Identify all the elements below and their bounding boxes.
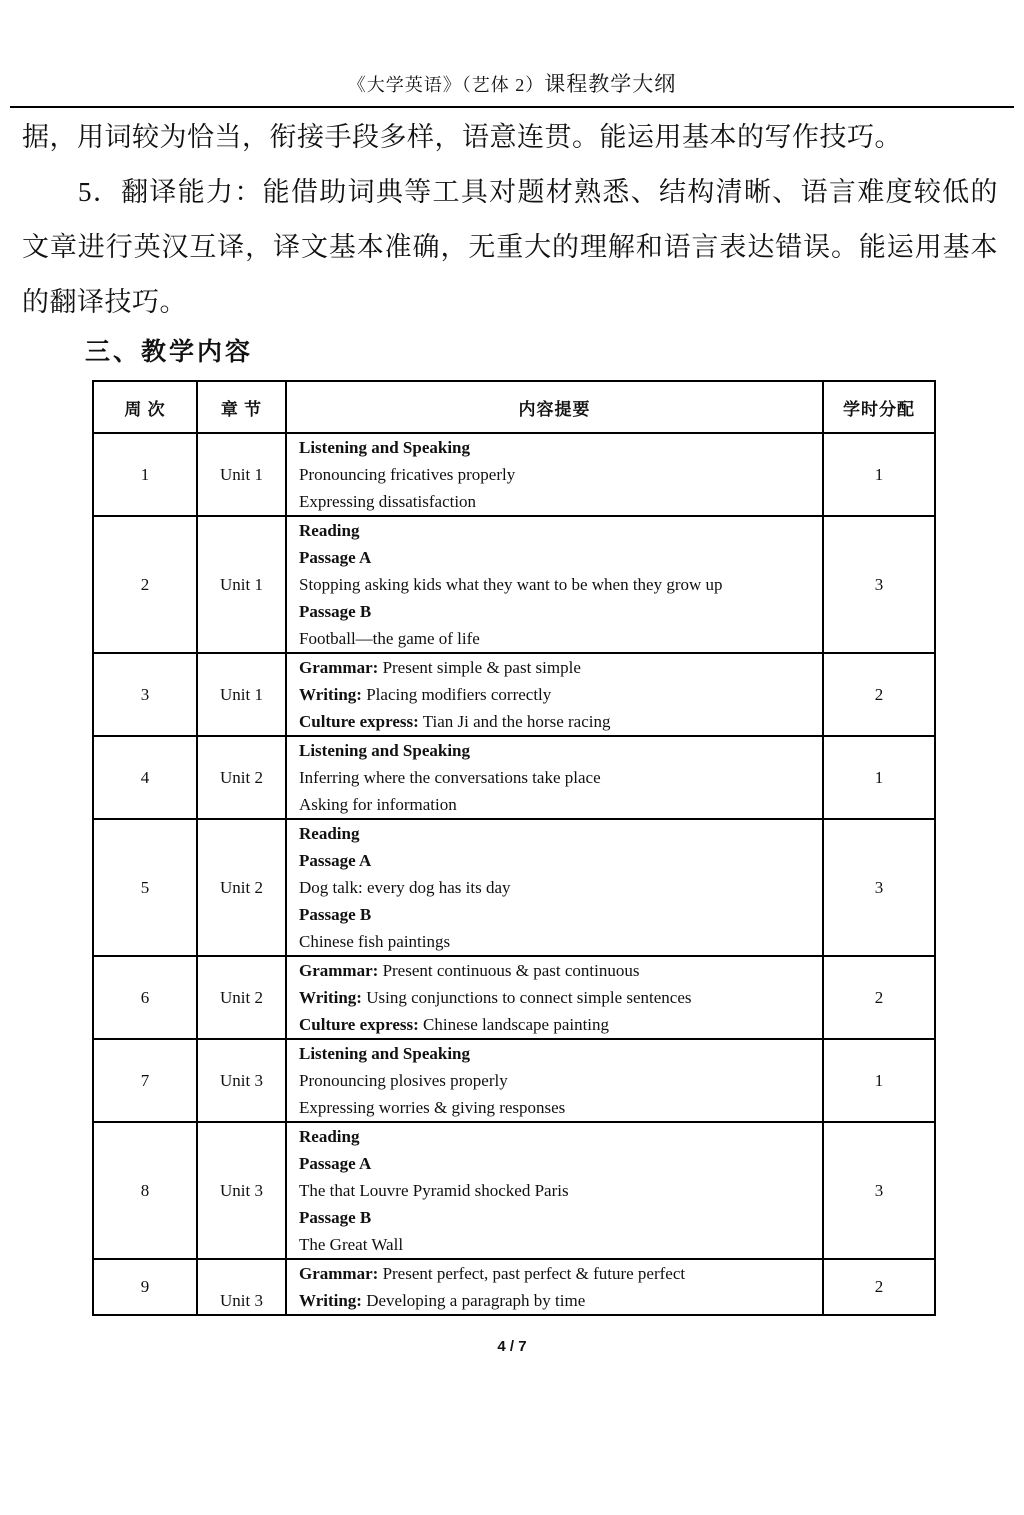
hours-cell: 2	[823, 653, 935, 736]
week-cell: 2	[93, 516, 197, 653]
course-title: 《大学英语》（艺体 2）	[347, 75, 545, 95]
content-line: Culture express: Tian Ji and the horse racing	[299, 712, 611, 731]
content-line: Passage B	[299, 602, 372, 621]
content-line: The Great Wall	[299, 1235, 404, 1254]
unit-cell: Unit 1	[197, 516, 286, 653]
week-cell: 4	[93, 736, 197, 819]
week-cell: 3	[93, 653, 197, 736]
week-cell: 6	[93, 956, 197, 1039]
content-line: Inferring where the conversations take place	[299, 768, 601, 787]
document-type-title: 课程教学大纲	[544, 72, 677, 96]
syllabus-table-body	[93, 433, 935, 1315]
hours-cell: 3	[823, 516, 935, 653]
content-line: Listening and Speaking	[299, 1044, 471, 1063]
content-line: Passage A	[299, 548, 372, 567]
content-cell	[286, 1039, 823, 1122]
unit-cell: Unit 3	[197, 1039, 286, 1122]
content-cell	[286, 736, 823, 819]
content-line: Grammar: Present continuous & past continuous	[299, 961, 640, 980]
content-line: Reading	[299, 521, 360, 540]
content-line: Expressing worries & giving responses	[299, 1098, 566, 1117]
hours-cell: 3	[823, 1122, 935, 1259]
page-header	[0, 68, 1024, 103]
content-line: Pronouncing plosives properly	[299, 1071, 508, 1090]
content-line: Expressing dissatisfaction	[299, 492, 477, 511]
table-header-row	[93, 381, 935, 433]
content-line: Grammar: Present simple & past simple	[299, 658, 581, 677]
page-number: 4 / 7	[497, 1338, 527, 1355]
hours-cell: 2	[823, 1259, 935, 1315]
content-line: Listening and Speaking	[299, 741, 471, 760]
content-cell	[286, 433, 823, 516]
content-cell	[286, 1122, 823, 1259]
content-line: Reading	[299, 1127, 360, 1146]
content-cell	[286, 956, 823, 1039]
table-row	[93, 819, 935, 956]
table-row	[93, 1259, 935, 1315]
content-line: Passage A	[299, 1154, 372, 1173]
paragraph-writing-skill: 据，用词较为恰当，衔接手段多样，语意连贯。能运用基本的写作技巧。	[22, 122, 902, 152]
body-text	[22, 110, 998, 330]
content-line: Passage B	[299, 1208, 372, 1227]
column-header-hours: 学时分配	[823, 381, 935, 433]
table-row	[93, 653, 935, 736]
hours-cell: 3	[823, 819, 935, 956]
table-row	[93, 956, 935, 1039]
content-line: Listening and Speaking	[299, 438, 471, 457]
content-line: Writing: Using conjunctions to connect simple sentences	[299, 988, 692, 1007]
content-cell	[286, 819, 823, 956]
content-line: Stopping asking kids what they want to be when they grow up	[299, 575, 723, 594]
section-heading: 三、教学内容	[85, 338, 254, 366]
table-row	[93, 433, 935, 516]
table-row	[93, 516, 935, 653]
syllabus-table-head	[93, 381, 935, 433]
hours-cell: 1	[823, 433, 935, 516]
column-header-week: 周 次	[93, 381, 197, 433]
content-line: Writing: Developing a paragraph by time	[299, 1291, 586, 1310]
header-divider	[10, 106, 1014, 108]
week-cell: 7	[93, 1039, 197, 1122]
table-row	[93, 1122, 935, 1259]
content-line: Chinese fish paintings	[299, 932, 451, 951]
content-line: Passage A	[299, 851, 372, 870]
table-row	[93, 736, 935, 819]
content-line: The that Louvre Pyramid shocked Paris	[299, 1181, 569, 1200]
syllabus-table	[92, 380, 936, 1316]
content-cell	[286, 516, 823, 653]
week-cell: 5	[93, 819, 197, 956]
content-cell	[286, 653, 823, 736]
content-line: Football—the game of life	[299, 629, 480, 648]
week-cell: 8	[93, 1122, 197, 1259]
content-line: Grammar: Present perfect, past perfect & future perfect	[299, 1264, 686, 1283]
unit-cell: Unit 2	[197, 956, 286, 1039]
table-row	[93, 1039, 935, 1122]
hours-cell: 1	[823, 736, 935, 819]
paragraph-translation-skill: 5．翻译能力：能借助词典等工具对题材熟悉、结构清晰、语言难度较低的文章进行英汉互译，译文基本准确，无重大的理解和语言表达错误。能运用基本的翻译技巧。	[22, 177, 998, 317]
unit-cell: Unit 2	[197, 736, 286, 819]
hours-cell: 1	[823, 1039, 935, 1122]
content-line: Dog talk: every dog has its day	[299, 878, 511, 897]
week-cell: 1	[93, 433, 197, 516]
unit-cell: Unit 1	[197, 653, 286, 736]
content-line: Pronouncing fricatives properly	[299, 465, 516, 484]
week-cell: 9	[93, 1259, 197, 1315]
column-header-chapter: 章 节	[197, 381, 286, 433]
document-page	[0, 68, 1024, 1515]
unit-cell: Unit 2	[197, 819, 286, 956]
hours-cell: 2	[823, 956, 935, 1039]
unit-cell: Unit 3	[197, 1259, 286, 1315]
content-cell	[286, 1259, 823, 1315]
content-line: Writing: Placing modifiers correctly	[299, 685, 552, 704]
content-line: Reading	[299, 824, 360, 843]
content-line: Asking for information	[299, 795, 457, 814]
unit-cell: Unit 3	[197, 1122, 286, 1259]
content-line: Culture express: Chinese landscape painting	[299, 1015, 610, 1034]
column-header-content: 内容提要	[286, 381, 823, 433]
unit-cell: Unit 1	[197, 433, 286, 516]
content-line: Passage B	[299, 905, 372, 924]
